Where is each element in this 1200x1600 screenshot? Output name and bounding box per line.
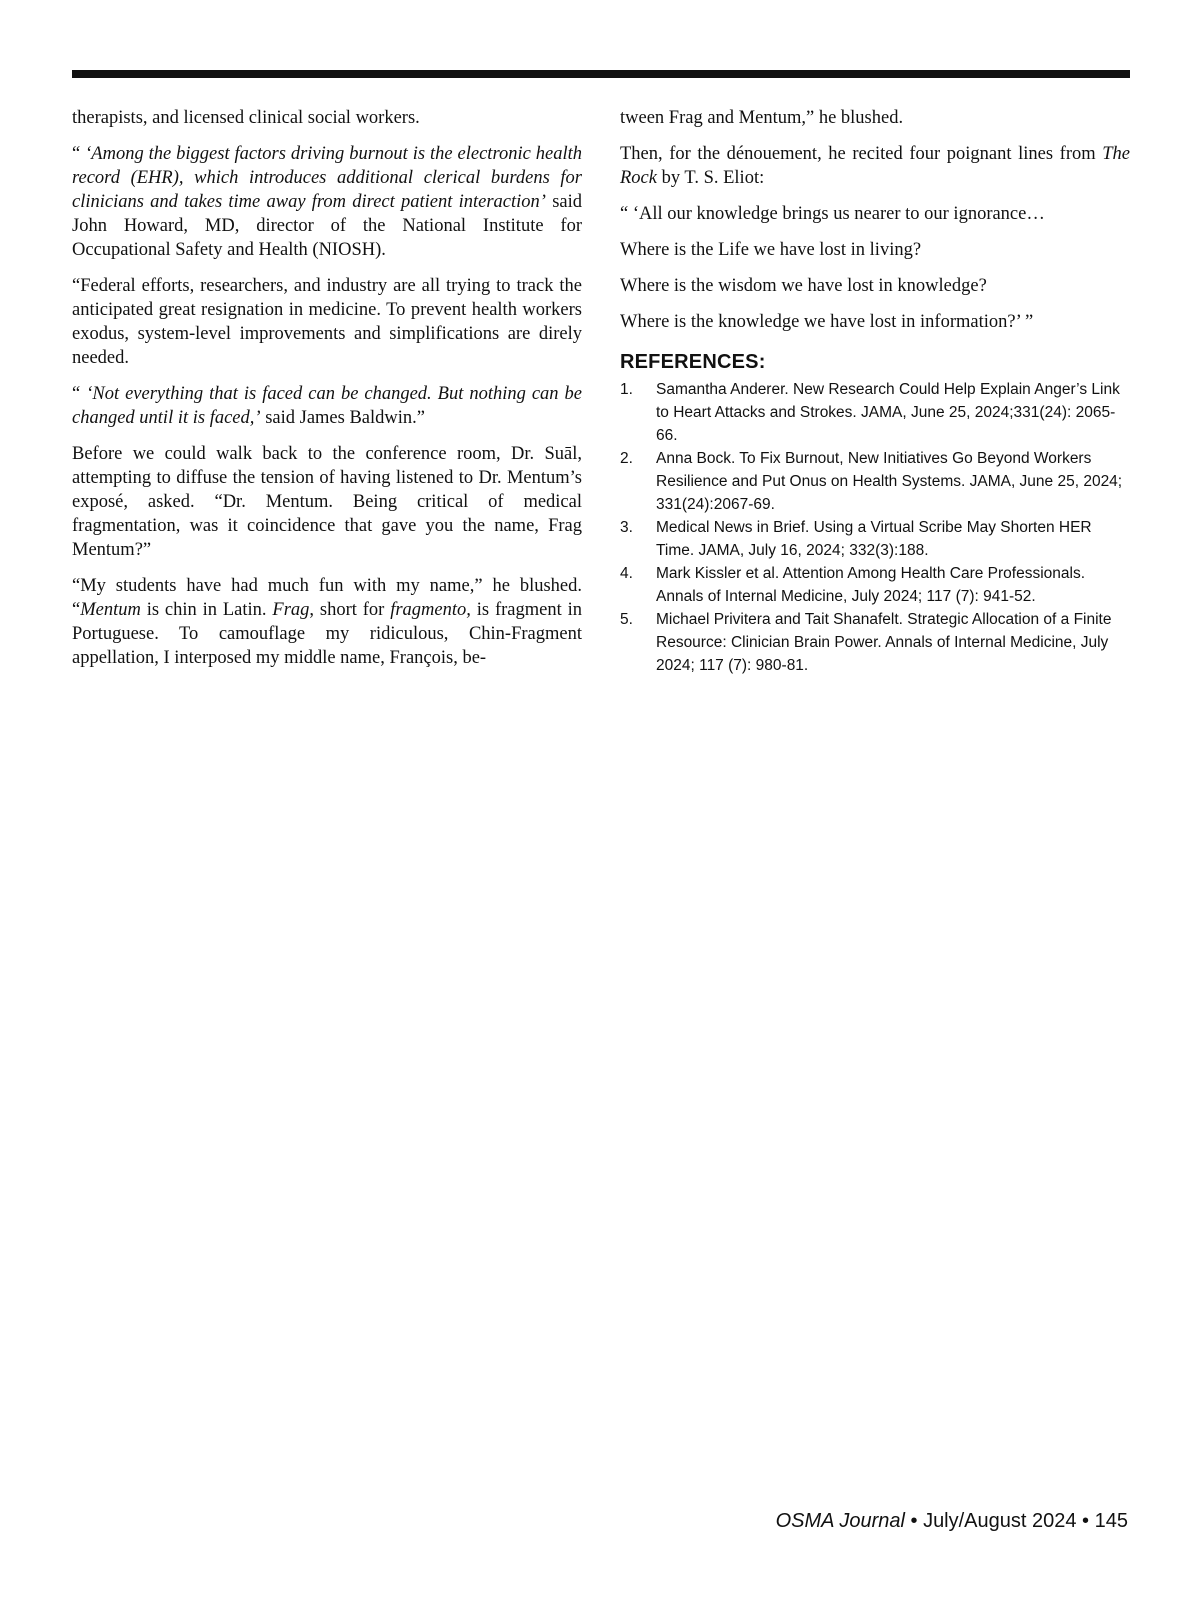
footer-separator: • [1076,1510,1095,1532]
paragraph-text: Before we could walk back to the conference room, Dr. Suāl, attempting to diffuse the tension of having listened to Dr. Mentum’s exposé, asked. “Dr. Mentum. Being critical of medical fragmentation, was it coincidence that gave you the name, Frag Mentum?” [72,444,582,560]
italic-run: Mentum [80,600,141,620]
quote-mark: “ [72,144,86,164]
reference-text: Samantha Anderer. New Research Could Help Explain Anger’s Link to Heart Attacks and Strokes. JAMA, June 25, 2024;331(24): 2065-66. [656,381,1120,444]
quote-paragraph [72,382,582,430]
paragraph-text: therapists, and licensed clinical social workers. [72,108,420,128]
text-run: by T. S. Eliot: [656,168,765,188]
poem-line [620,238,1130,262]
reference-item [620,516,1130,562]
poem-line [620,310,1130,334]
reference-text: Mark Kissler et al. Attention Among Health Care Professionals. Annals of Internal Medicine, July 2024; 117 (7): 941-52. [656,565,1086,605]
paragraph [72,274,582,370]
reference-number: 5. [620,611,633,628]
paragraph-text: “Federal efforts, researchers, and industry are all trying to track the anticipated great resignation in medicine. To prevent health workers exodus, system-level improvements and simplifications are direly needed. [72,276,582,368]
text-run: is fragment in Portuguese. To camouflage my ridiculous, Chin-Fragment appellation, I interposed my middle name, François, be- [72,600,582,668]
footer-separator: • [904,1510,924,1532]
references-heading: REFERENCES: [620,351,766,373]
paragraph-text: tween Frag and Mentum,” he blushed. [620,108,904,128]
right-column [620,106,1130,677]
reference-text: Michael Privitera and Tait Shanafelt. Strategic Allocation of a Finite Resource: Clinician Brain Power. Annals of Internal Medicine, July 2024; 117 (7): 980-81. [656,611,1112,674]
paragraph [620,142,1130,190]
quote-mark: “ [72,384,87,404]
left-column [72,106,582,682]
reference-item [620,447,1130,516]
reference-item [620,562,1130,608]
reference-text: Medical News in Brief. Using a Virtual Scribe May Shorten HER Time. JAMA, July 16, 2024; 332(3):188. [656,519,1092,559]
reference-item [620,378,1130,447]
poem-text: Where is the knowledge we have lost in information?’ ” [620,312,1034,332]
page-number: 145 [1094,1510,1128,1532]
italic-run: fragmento, [390,600,471,620]
reference-number: 2. [620,450,633,467]
paragraph [72,442,582,562]
paragraph [620,106,1130,130]
text-run: Then, for the dénouement, he recited four poignant lines from [620,144,1103,164]
journal-name: OSMA Journal [775,1510,905,1532]
reference-text: Anna Bock. To Fix Burnout, New Initiatives Go Beyond Workers Resilience and Put Onus on Health Systems. JAMA, June 25, 2024; 331(24):2067-69. [656,450,1123,513]
reference-number: 1. [620,381,633,398]
quote-attribution: said John Howard, MD, director of the National Institute for Occupational Safety and Health (NIOSH). [72,192,582,260]
references-list [620,378,1130,677]
poem-text: Where is the Life we have lost in living? [620,240,922,260]
poem-line [620,274,1130,298]
reference-number: 4. [620,565,633,582]
text-run: is chin in Latin. [140,600,273,620]
quote-italic: ‘Among the biggest factors driving burnout is the electronic health record (EHR), which introduces additional clerical burdens for clinicians and takes time away from direct patient interaction’ [72,144,582,212]
issue-date: July/August 2024 [923,1510,1077,1532]
quote-italic: ‘Not everything that is faced can be changed. But nothing can be changed until it is faced,’ [72,384,582,428]
page-footer [776,1510,1128,1533]
italic-run: The Rock [620,144,1130,188]
italic-run: Frag [272,600,310,620]
poem-text: Where is the wisdom we have lost in knowledge? [620,276,987,296]
reference-item [620,608,1130,677]
header-rule [72,70,1130,78]
quote-attribution: said James Baldwin.” [260,408,425,428]
text-run: , short for [309,600,391,620]
poem-text: “ ‘All our knowledge brings us nearer to our ignorance… [620,204,1045,224]
poem-line [620,202,1130,226]
text-run: “My students have had much fun with my name,” he blushed. “ [72,576,582,620]
reference-number: 3. [620,519,633,536]
quote-paragraph [72,142,582,262]
paragraph [72,574,582,670]
paragraph [72,106,582,130]
